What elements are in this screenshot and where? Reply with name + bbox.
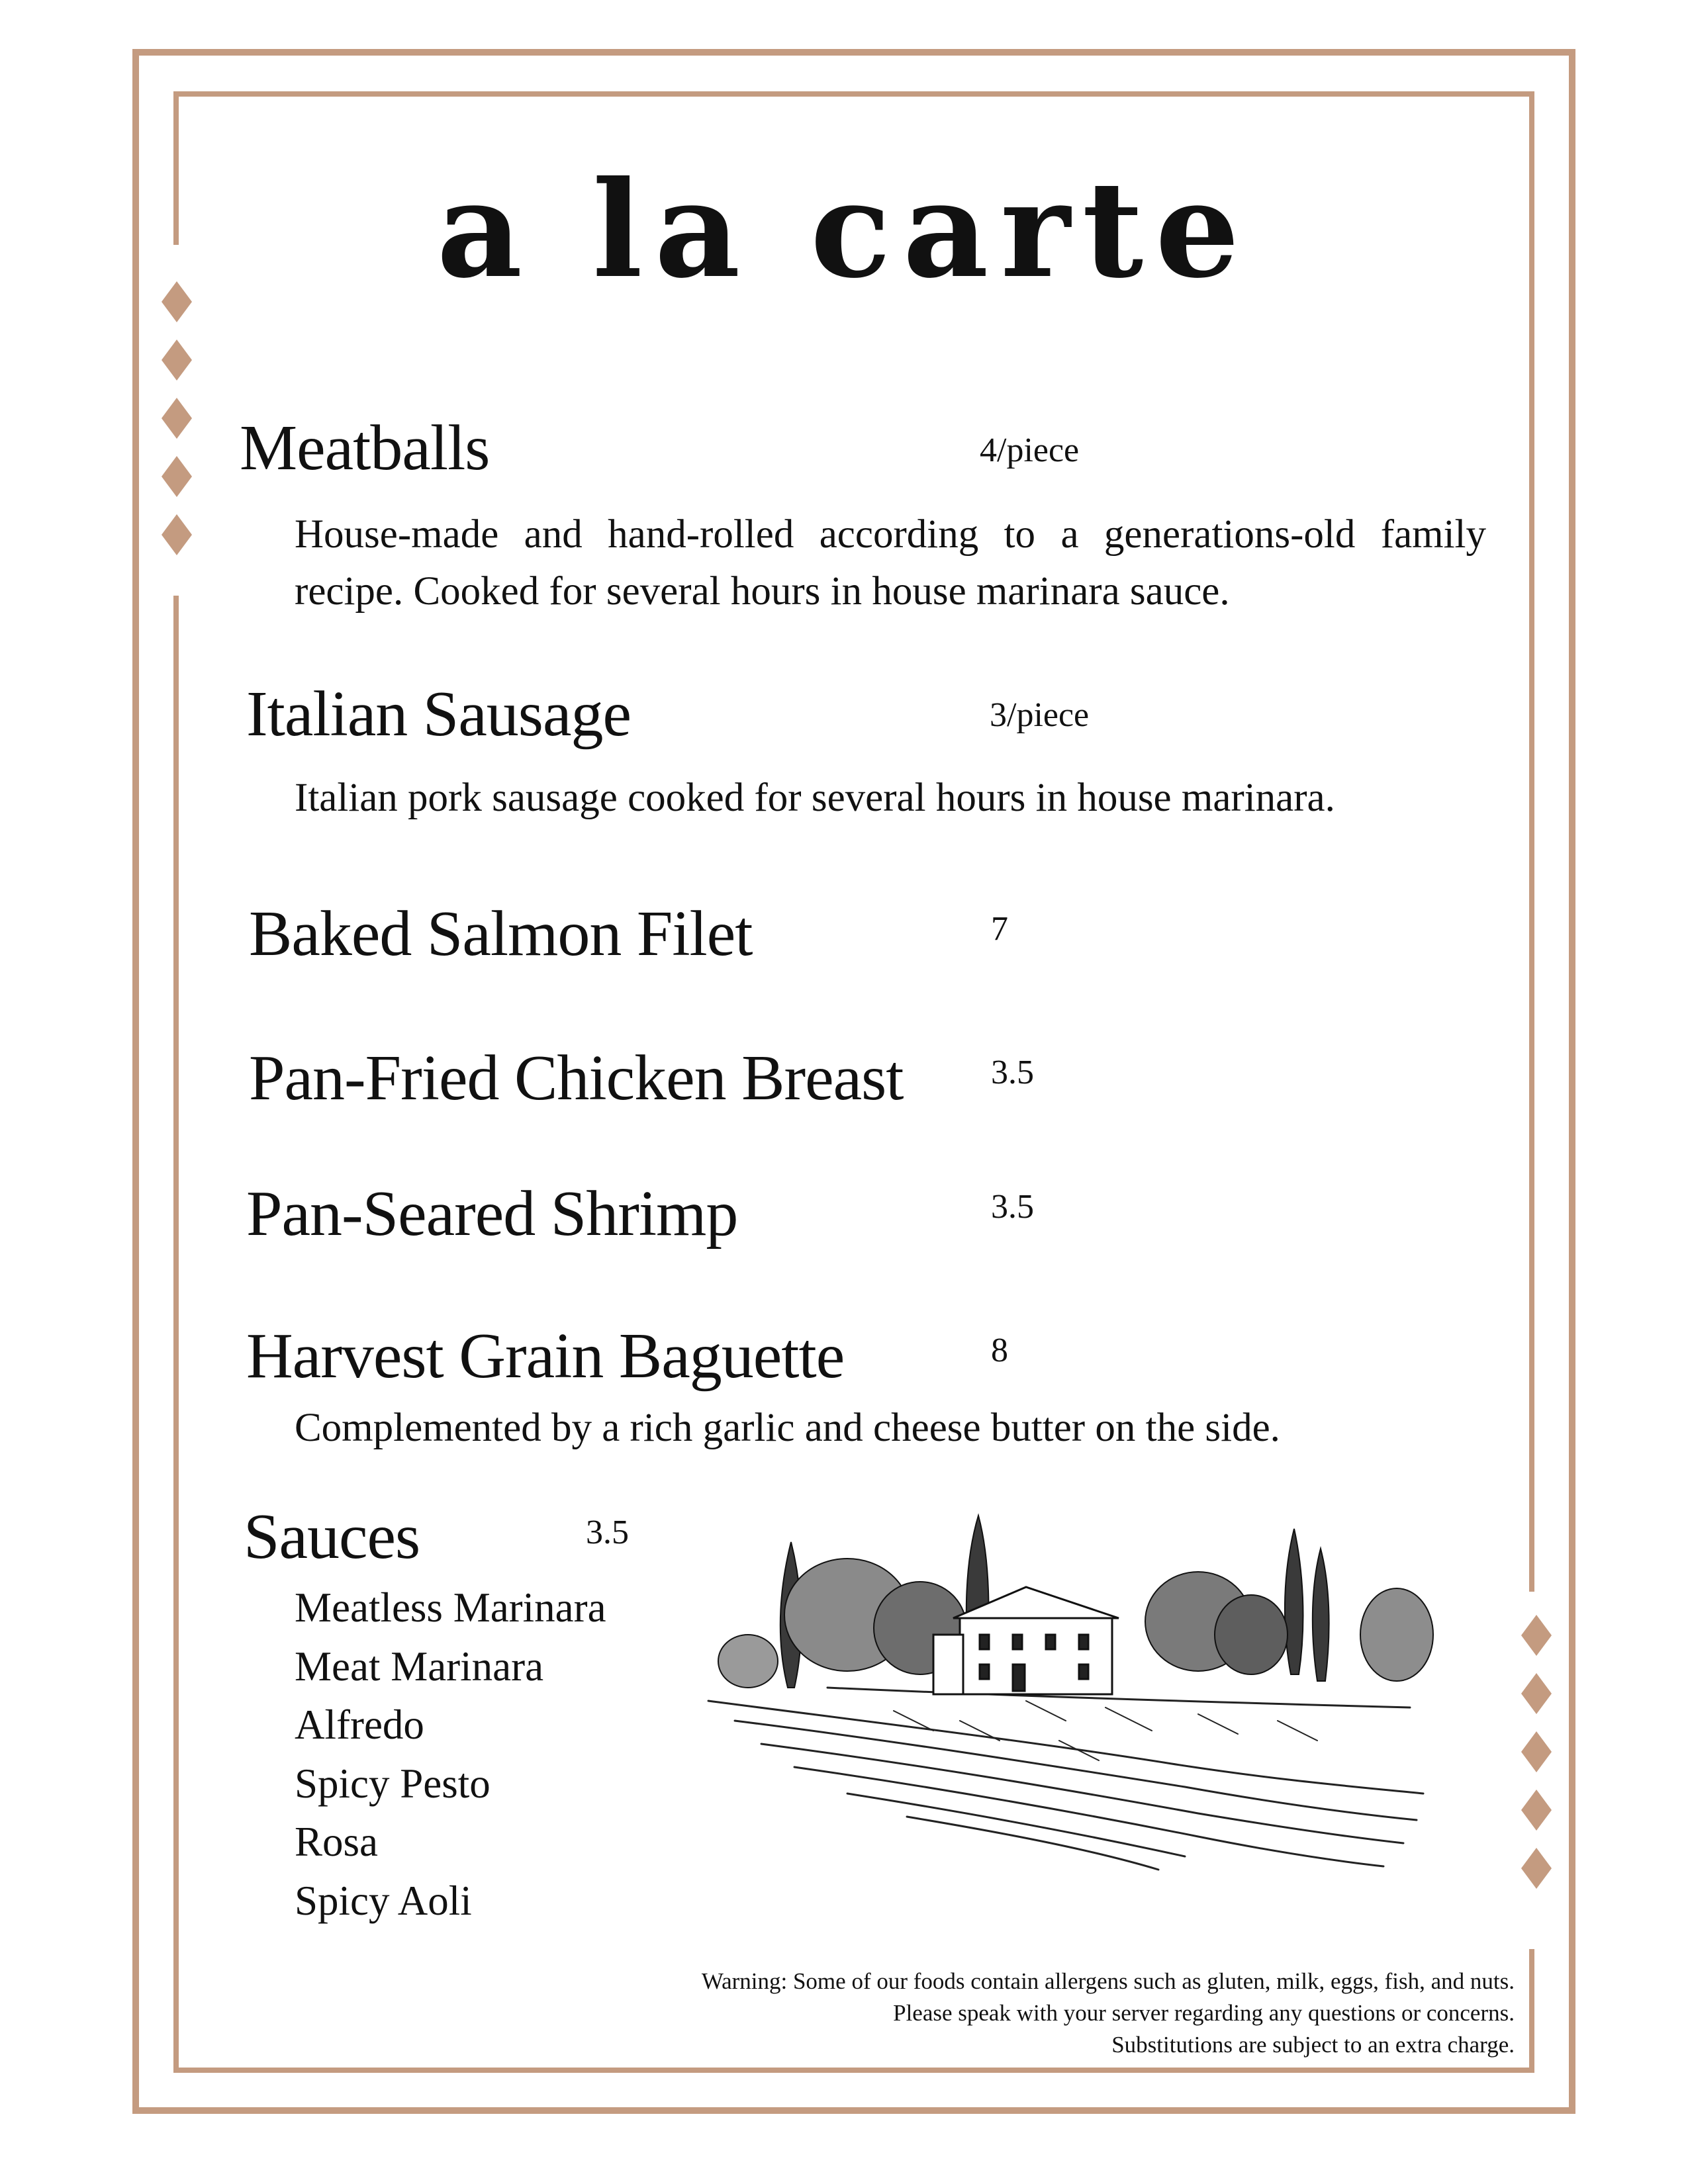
sauce-item: Rosa (295, 1819, 378, 1865)
menu-item-description: Italian pork sausage cooked for several hours in house marinara. (295, 776, 1335, 820)
diamond-icon (1521, 1848, 1552, 1889)
menu-item-name: Meatballs (240, 412, 490, 484)
page-title: a la carte (436, 152, 1252, 308)
warning-line: Substitutions are subject to an extra charge. (1111, 2032, 1515, 2058)
menu-item-price: 8 (991, 1332, 1008, 1369)
diamond-icon (162, 340, 192, 381)
warning-line: Please speak with your server regarding any questions or concerns. (893, 2000, 1515, 2026)
diamond-icon (1521, 1731, 1552, 1772)
menu-item-price: 4/piece (980, 432, 1080, 469)
sauce-item: Meat Marinara (295, 1643, 544, 1690)
diamond-icon (162, 456, 192, 497)
menu-item-name: Pan-Seared Shrimp (246, 1178, 738, 1250)
left-diamond-ornament (162, 281, 192, 572)
sauce-list (295, 1578, 606, 1930)
menu-item-name: Italian Sausage (246, 678, 631, 750)
sauce-item: Spicy Aoli (295, 1877, 472, 1924)
menu-item-description: Complemented by a rich garlic and cheese butter on the side. (295, 1406, 1280, 1450)
menu-item-price: 3.5 (991, 1054, 1034, 1091)
menu-item-price: 3/piece (990, 696, 1090, 734)
diamond-icon (162, 514, 192, 555)
menu-item-name: Harvest Grain Baguette (246, 1320, 845, 1392)
allergen-warning (702, 1966, 1515, 2061)
menu-item-name: Baked Salmon Filet (249, 898, 753, 970)
right-diamond-ornament (1521, 1615, 1552, 1906)
warning-line: Warning: Some of our foods contain allergens such as gluten, milk, eggs, fish, and nuts. (701, 1968, 1515, 1994)
menu-item-price: 7 (991, 910, 1008, 948)
menu-item-name: Pan-Fried Chicken Breast (249, 1042, 904, 1114)
diamond-icon (1521, 1615, 1552, 1656)
diamond-icon (162, 398, 192, 439)
menu-item-description: House-made and hand-rolled according to a generations-old family recipe. Cooked for several hours in house marinara sauce. (295, 512, 1486, 614)
diamond-icon (1521, 1673, 1552, 1714)
menu-item-price: 3.5 (991, 1188, 1034, 1226)
sauce-item: Alfredo (295, 1702, 424, 1748)
sauce-item: Meatless Marinara (295, 1584, 606, 1631)
sauces-price: 3.5 (586, 1514, 629, 1551)
sauce-item: Spicy Pesto (295, 1760, 491, 1807)
sauces-heading: Sauces (244, 1501, 420, 1572)
diamond-icon (1521, 1790, 1552, 1831)
villa-landscape-illustration (695, 1502, 1463, 1886)
